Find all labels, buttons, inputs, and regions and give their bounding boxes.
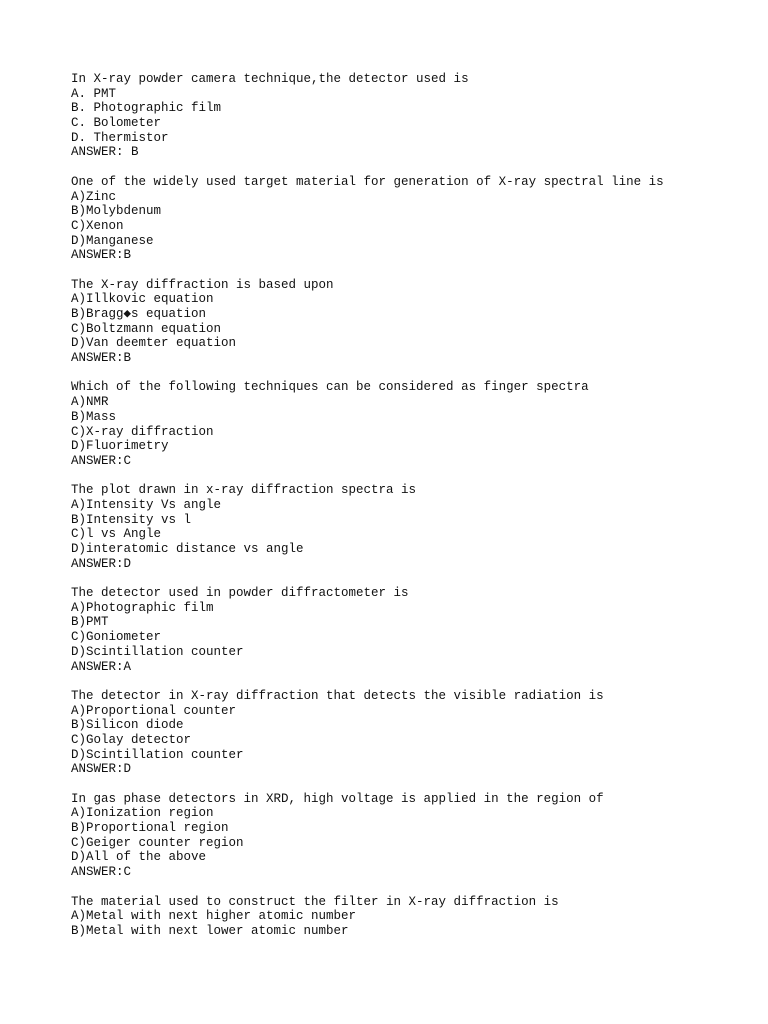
question-prompt: The plot drawn in x-ray diffraction spectra is [71,483,417,498]
answer-option: C. Bolometer [71,116,162,131]
question-prompt: Which of the following techniques can be considered as finger spectra [71,380,589,395]
answer-option: D)All of the above [71,850,207,865]
answer-option: A. PMT [71,86,117,101]
answer-option: D)Fluorimetry [71,439,169,454]
question-block [71,895,768,939]
answer-key: ANSWER:C [71,865,132,880]
answer-option: C)Boltzmann equation [71,321,222,336]
answer-option: B)Molybdenum [71,204,162,219]
answer-option: A)Ionization region [71,806,214,821]
answer-option: C)Xenon [71,218,124,233]
question-block [71,380,768,468]
answer-key: ANSWER:B [71,248,132,263]
question-block [71,792,768,880]
answer-option: C)Goniometer [71,630,162,645]
answer-option: D)Manganese [71,233,154,248]
answer-option: A)Proportional counter [71,703,237,718]
answer-option: D)Scintillation counter [71,747,244,762]
answer-option: D)interatomic distance vs angle [71,542,304,556]
question-prompt: In gas phase detectors in XRD, high voltage is applied in the region of [71,791,604,806]
question-block [71,483,768,571]
question-block [71,72,768,160]
answer-option: B)Intensity vs l [71,512,192,527]
answer-option: B)PMT [71,615,109,630]
question-block [71,175,768,263]
answer-option: A)NMR [71,395,109,410]
question-block [71,586,768,674]
answer-key: ANSWER: B [71,145,139,160]
question-list [71,72,768,939]
question-prompt: In X-ray powder camera technique,the detector used is [71,72,469,86]
answer-option: B)Bragg◆s equation [71,307,207,321]
answer-option: C)Golay detector [71,732,192,747]
question-prompt: The X-ray diffraction is based upon [71,277,334,292]
answer-option: D)Scintillation counter [71,644,244,659]
answer-option: B)Proportional region [71,821,229,836]
answer-option: C)Geiger counter region [71,835,244,850]
question-prompt: One of the widely used target material for generation of X-ray spectral line is [71,174,664,189]
answer-option: B. Photographic film [71,101,222,116]
answer-option: A)Illkovic equation [71,292,214,307]
answer-option: B)Metal with next lower atomic number [71,923,349,938]
answer-option: D)Van deemter equation [71,336,237,351]
answer-option: A)Metal with next higher atomic number [71,909,357,924]
answer-option: A)Zinc [71,189,117,204]
question-prompt: The material used to construct the filter in X-ray diffraction is [71,894,559,909]
question-prompt: The detector used in powder diffractometer is [71,586,409,601]
question-block [71,689,768,777]
answer-key: ANSWER:C [71,453,132,468]
answer-key: ANSWER:D [71,762,132,777]
answer-key: ANSWER:B [71,351,132,366]
answer-key: ANSWER:A [71,659,132,674]
answer-option: C)X-ray diffraction [71,424,214,439]
question-block [71,278,768,366]
answer-option: B)Mass [71,409,117,424]
answer-key: ANSWER:D [71,556,132,571]
answer-option: B)Silicon diode [71,718,184,733]
answer-option: C)l vs Angle [71,527,162,542]
answer-option: D. Thermistor [71,130,169,145]
answer-option: A)Photographic film [71,600,214,615]
question-prompt: The detector in X-ray diffraction that detects the visible radiation is [71,688,604,703]
answer-option: A)Intensity Vs angle [71,497,222,512]
